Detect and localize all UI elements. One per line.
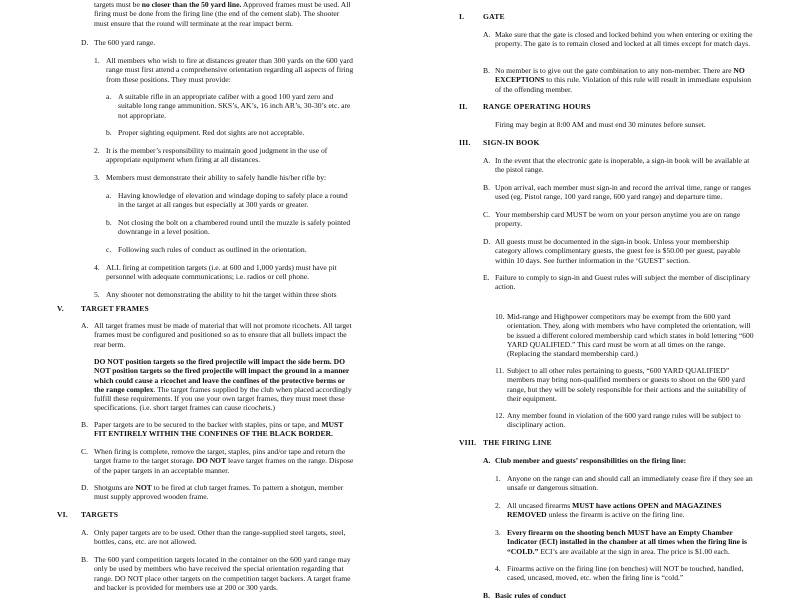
item-label: B. [483,591,490,600]
list-item: Following such rules of conduct as outlined in the orientation. [118,245,307,254]
list-item: When firing is complete, remove the target, staples, pins and/or tape and return the target frame to the target storage. DO NOT leave target frames on the range. Dispose of the paper targets in an acceptable manner. [94,447,354,475]
item-label: 4. [495,564,501,573]
list-item: All target frames must be made of material that will not promote ricochets. All target frames must be configured and positioned so as to ensure that all bullets impact the rear berm. [94,321,352,349]
list-item: All members who wish to fire at distances greater than 300 yards on the 600 yard range must first attend a comprehensive orientation regarding all aspects of firing from these positions. They must provide: [106,56,354,84]
item-label: 3. [495,528,501,537]
section-title: THE FIRING LINE [483,438,552,447]
item-label: 12. [495,411,505,420]
item-label: b. [106,218,112,227]
item-label: c. [106,245,112,254]
item-label: 2. [94,146,100,155]
section-d-heading: The 600 yard range. [94,38,156,47]
list-item: Failure to comply to sign-in and Guest rules will subject the member of disciplinary action. [495,273,750,292]
list-item: No member is to give out the gate combination to any non-member. There are NO EXCEPTIONS to this rule. Violation of this rule will result in immediate expulsion of the offending member. [495,66,752,94]
list-item: ALL firing at competition targets (i.e. at 600 and 1,000 yards) must have pit personnel with adequate communications; i.e. radios or cell phone. [106,263,337,282]
item-label: b. [106,128,112,137]
list-item: Proper sighting equipment. Red dot sights are not acceptable. [118,128,305,137]
section-title: TARGETS [81,510,119,519]
section-number: VIII. [459,438,477,447]
list-item: Members must demonstrate their ability to safely handle his/her rifle by: [106,173,327,182]
item-label: a. [106,92,112,101]
subsection-title: Basic rules of conduct [495,591,567,600]
item-label: D. [483,237,491,246]
subsection-title: Club member and guests’ responsibilities on the firing line: [495,456,687,465]
list-item: Upon arrival, each member must sign-in and record the arrival time, range or ranges used (eg. Pistol range, 100 yard range, 600 yard range) and departure time. [495,183,751,202]
list-item: In the event that the electronic gate is inoperable, a sign-in book will be available at the pistol range. [495,156,750,175]
section-number: II. [459,102,468,111]
list-item: All uncased firearms MUST have actions OPEN and MAGAZINES REMOVED unless the firearm is active on the firing line. [507,501,722,520]
list-item: Anyone on the range can and should call an immediately cease fire if they see an unsafe or dangerous situation. [507,474,753,493]
item-label: C. [81,447,88,456]
item-label: a. [106,191,112,200]
item-label: B. [483,183,490,192]
item-label: A. [483,156,491,165]
list-item: Having knowledge of elevation and windage doping to safely place a round in the target at all ranges but especially at 300 yards or greater. [118,191,348,210]
list-item: Your membership card MUST be worn on your person anytime you are on range property. [495,210,741,229]
list-item: A suitable rifle in an appropriate caliber with a good 100 yard zero and suitable long range ammunition. SKS’s, AK’s, 16 inch AR’s, 30-30’s etc. are not appropriate. [118,92,351,120]
section-number: VI. [57,510,68,519]
item-label: 3. [94,173,100,182]
section-title: RANGE OPERATING HOURS [483,102,591,111]
item-label: B. [81,555,88,564]
item-label: A. [483,456,491,465]
item-label: 4. [94,263,100,272]
item-label: D. [81,483,89,492]
list-item: It is the member’s responsibility to maintain good judgment in the use of appropriate equipment when firing at all distances. [106,146,328,165]
section-number: I. [459,12,465,21]
item-label: C. [483,210,490,219]
item-label: 5. [94,290,100,299]
list-item: Paper targets are to be secured to the backer with staples, pins or tape, and MUST FIT ENTIRELY WITHIN THE CONFINES OF THE BLACK BORDER. [94,420,344,439]
list-item: Any member found in violation of the 600 yard range rules will be subject to disciplinary action. [507,411,741,430]
list-item: The 600 yard competition targets located in the container on the 600 yard range may only be used by members who have received the special orientation regarding that range. DO NOT place other targets on the competition target backers. A target frame and backer is provided for members use at 200 or 300 yards. [94,555,351,592]
warning-paragraph: DO NOT position targets so the fired projectile will impact the side berm. DO NOT position targets so the fired projectile will impact the ground in a manner which could cause a ricochet and leave the confines of the protective berms or the range complex. The target frames supplied by the club when placed accordingly fulfill these requirements. If you use your own target frames, they must meet these specifications. (i.e. short target frames can cause ricochets.) [94,357,352,413]
list-item: Any shooter not demonstrating the ability to hit the target within three shots [106,290,337,299]
section-title: SIGN-IN BOOK [483,138,540,147]
item-label: 10. [495,312,505,321]
list-item: Only paper targets are to be used. Other than the range-supplied steel targets, steel, bottles, cans, etc. are not allowed. [94,528,346,547]
list-item: All guests must be documented in the sign-in book. Unless your membership category allows complimentary guests, the guest fee is $50.00 per guest, payable within 10 days. See further information in the ‘GUEST’ section. [495,237,741,265]
item-label: A. [81,321,89,330]
section-title: GATE [483,12,505,21]
item-label: E. [483,273,490,282]
item-label: B. [81,420,88,429]
item-label: 1. [495,474,501,483]
item-label: A. [483,30,491,39]
item-label: 2. [495,501,501,510]
item-label: 11. [495,366,505,375]
section-title: TARGET FRAMES [81,304,149,313]
list-item: Every firearm on the shooting bench MUST have an Empty Chamber Indicator (ECI) installed in the chamber at all times when the firing line is “COLD.” ECI’s are available at the sign in area. The price is $1.00 each. [507,528,747,556]
item-label: D. [81,38,89,47]
item-label: 1. [94,56,100,65]
list-item: Subject to all other rules pertaining to guests, “600 YARD QUALIFIED” members may bring non-qualified members or guests to shoot on the 600 yard range, but they will be solely responsible for their actions and the suitability of their equipment. [507,366,747,403]
list-item: Firearms active on the firing line (on benches) will NOT be touched, handled, cased, uncased, moved, etc. when the firing line is “cold.” [507,564,744,583]
list-item: Shotguns are NOT to be fired at club target frames. To pattern a shotgun, member must supply approved wooden frame. [94,483,344,502]
list-item: Mid-range and Highpower competitors may be exempt from the 600 yard orientation. They, along with members who have completed the orientation, will be issued a different colored membership card which states in bold lettering “600 YARD QUALIFIED.” This card must be worn at all times on the range. (Replacing the standard membership card.) [507,312,754,359]
list-item: Make sure that the gate is closed and locked behind you when entering or exiting the property. The gate is to remain closed and locked at all times except for match days. [495,30,753,49]
item-label: A. [81,528,89,537]
continued-paragraph: targets must be no closer than the 50 yard line. Approved frames must be used. All firing must be done from the firing line (the end of the cement slab). The shooter must ensure that the round will terminate at the rear impact berm. [94,0,351,28]
section-number: III. [459,138,471,147]
list-item: Not closing the bolt on a chambered round until the muzzle is safely pointed downrange in a level position. [118,218,351,237]
section-number: V. [57,304,64,313]
hours-text: Firing may begin at 8:00 AM and must end 30 minutes before sunset. [495,120,706,129]
item-label: B. [483,66,490,75]
